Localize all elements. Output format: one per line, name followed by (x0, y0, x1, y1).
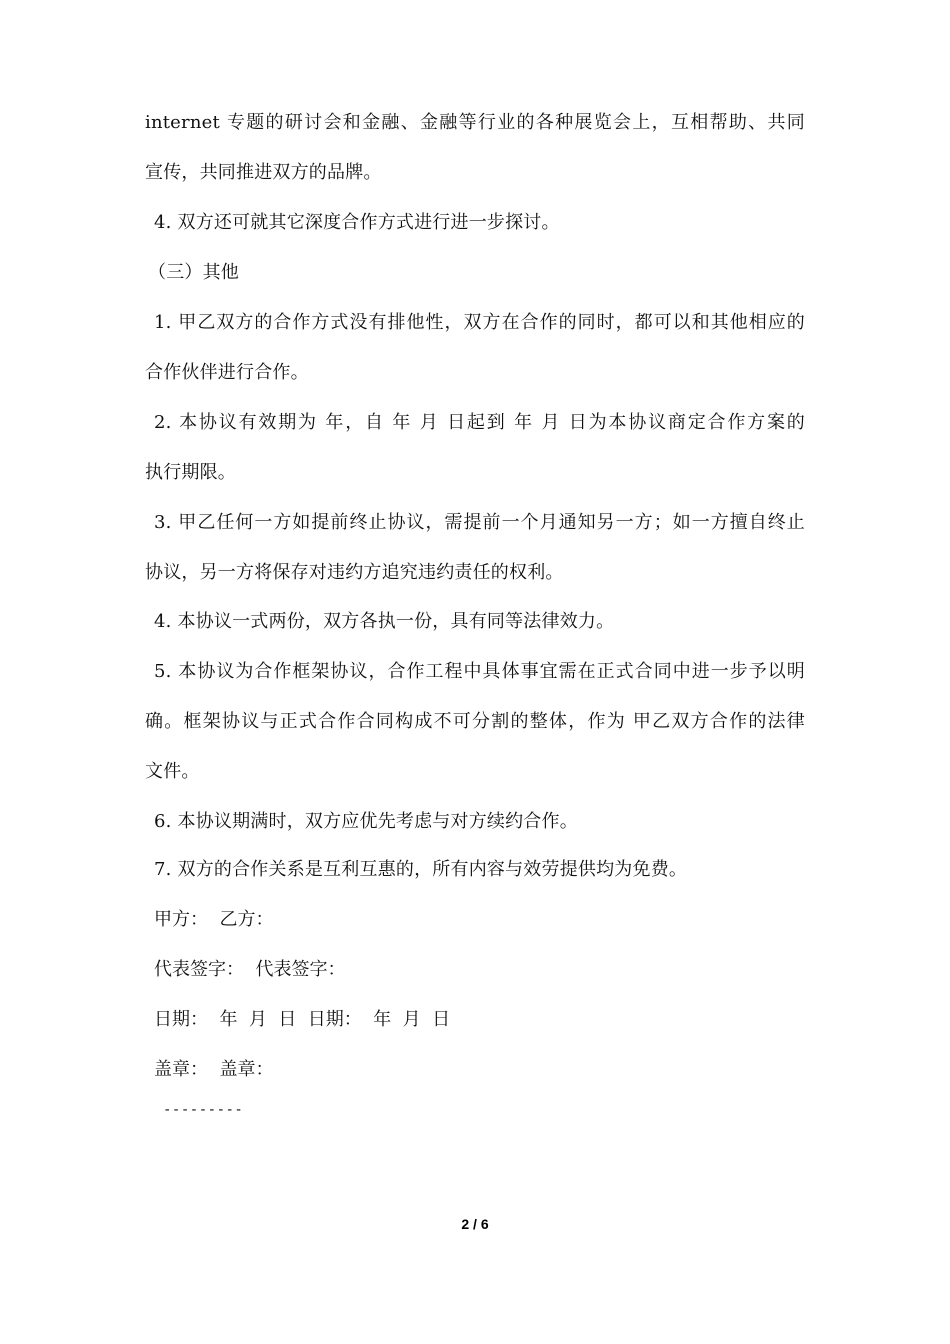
list-item: 2. 本协议有效期为 年，自 年 月 日起到 年 月 日为本协议商定合作方案的 (154, 412, 805, 433)
list-item: 1. 甲乙双方的合作方式没有排他性，双方在合作的同时，都可以和其他相应的 (154, 312, 805, 333)
list-item: 4. 双方还可就其它深度合作方式进行进一步探讨。 (154, 212, 560, 233)
paragraph-line: 协议，另一方将保存对违约方追究违约责任的权利。 (145, 562, 564, 583)
paragraph-line: 宣传，共同推进双方的品牌。 (145, 162, 382, 183)
paragraph-line: 合作伙伴进行合作。 (145, 362, 309, 383)
signature-parties: 甲方： 乙方： (154, 909, 274, 930)
list-item: 7. 双方的合作关系是互利互惠的，所有内容与效劳提供均为免费。 (154, 859, 688, 880)
signature-seals: 盖章： 盖章： (154, 1059, 274, 1080)
list-item: 5. 本协议为合作框架协议，合作工程中具体事宜需在正式合同中进一步予以明 (154, 661, 805, 682)
list-item: 3. 甲乙任何一方如提前终止协议，需提前一个月通知另一方；如一方擅自终止 (154, 512, 805, 533)
paragraph-line: 确。框架协议与正式合作合同构成不可分割的整体，作为 甲乙双方合作的法律 (145, 711, 805, 732)
signature-representatives: 代表签字： 代表签字： (154, 959, 346, 980)
page-indicator: 2 / 6 (461, 1216, 489, 1232)
section-heading: （三）其他 (148, 262, 239, 283)
paragraph-line: internet 专题的研讨会和金融、金融等行业的各种展览会上，互相帮助、共同 (145, 112, 805, 133)
list-item: 6. 本协议期满时，双方应优先考虑与对方续约合作。 (154, 811, 578, 832)
list-item: 4. 本协议一式两份，双方各执一份，具有同等法律效力。 (154, 611, 615, 632)
paragraph-line: 文件。 (145, 761, 200, 782)
separator-line: --------- (163, 1102, 244, 1118)
signature-dates: 日期： 年 月 日 日期： 年 月 日 (154, 1009, 451, 1030)
paragraph-line: 执行期限。 (145, 462, 236, 483)
